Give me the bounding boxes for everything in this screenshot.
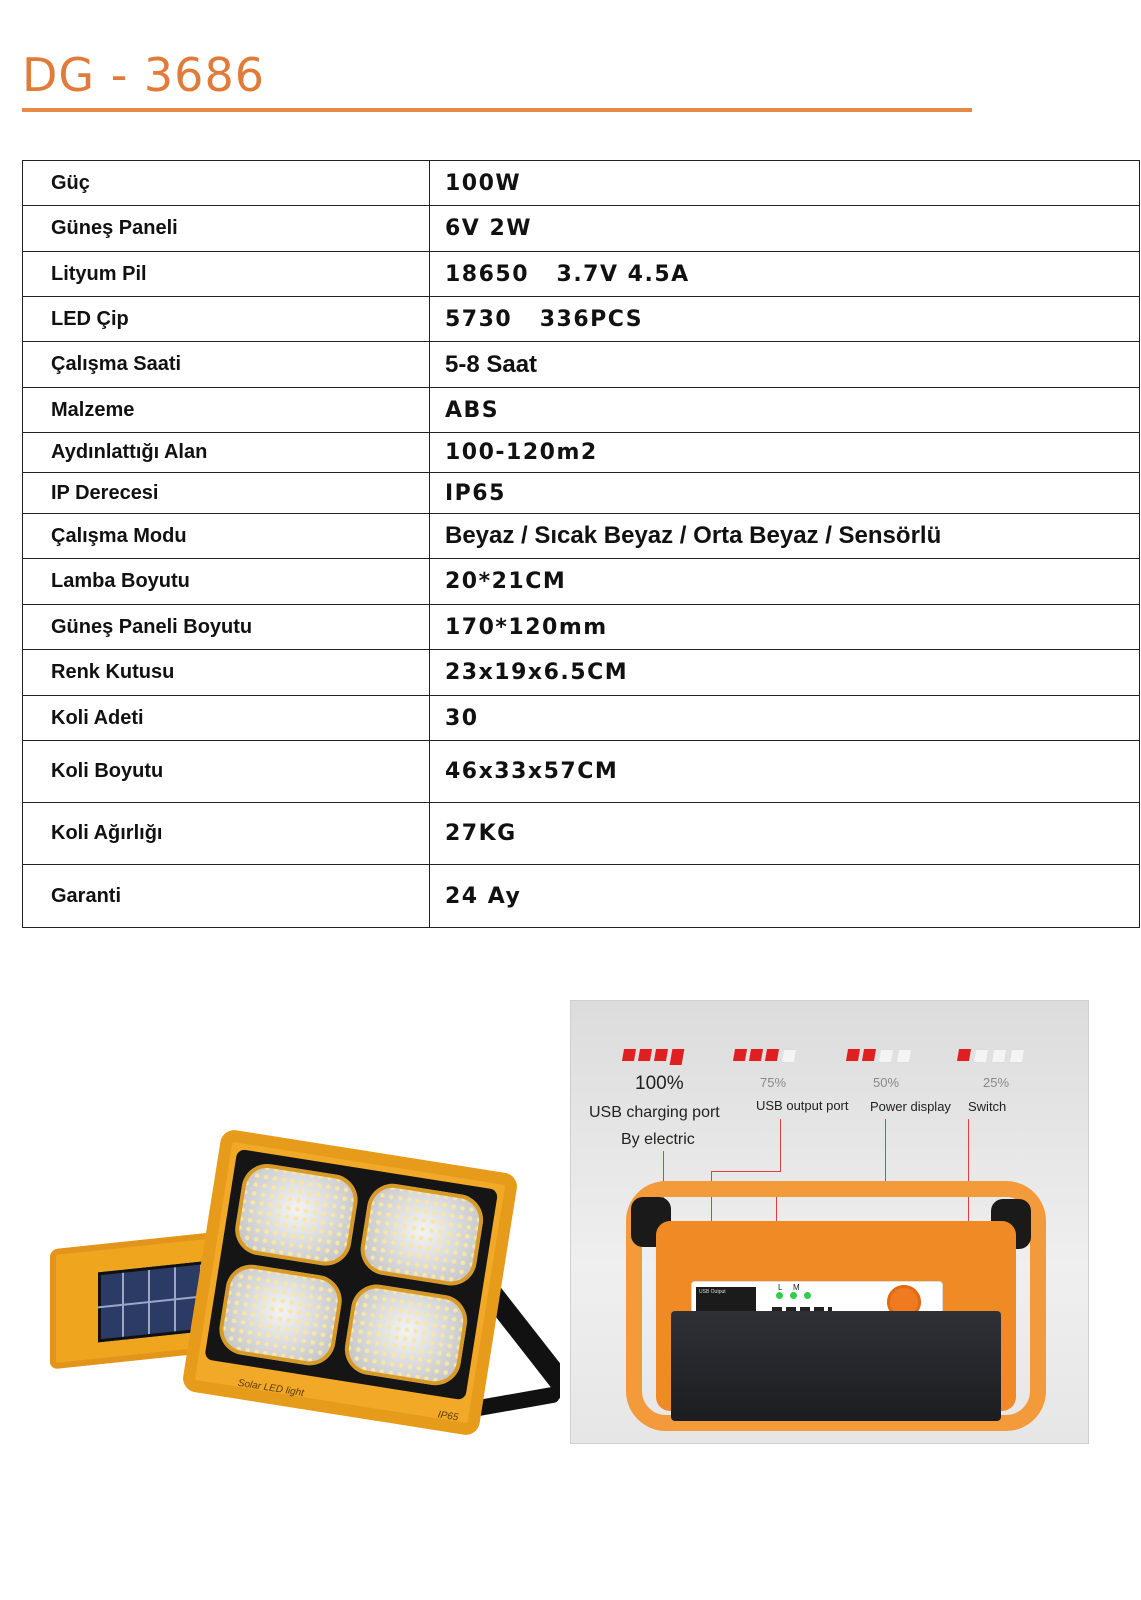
indicator-bar: [991, 1049, 1007, 1063]
title-rule: [22, 108, 972, 112]
spec-row: [23, 650, 1140, 696]
spec-value: 30: [430, 696, 1140, 741]
mode-l-text: L: [778, 1283, 783, 1292]
spec-row: [23, 865, 1140, 928]
indicator-bar: [749, 1049, 763, 1061]
battery-label-100: 100%: [635, 1073, 684, 1094]
spec-label: Koli Boyutu: [23, 741, 430, 803]
spec-row: [23, 161, 1140, 206]
spec-label: Koli Ağırlığı: [23, 803, 430, 865]
spec-label: LED Çip: [23, 297, 430, 342]
spec-value: 6V 2W: [430, 206, 1140, 252]
floodlight-body: [181, 1130, 519, 1437]
indicator-bar: [878, 1049, 894, 1063]
indicator-bar: [670, 1049, 685, 1065]
callout-line: [780, 1119, 781, 1171]
indicator-bar: [896, 1049, 912, 1063]
spec-row: [23, 433, 1140, 473]
indicator-bar: [973, 1049, 989, 1063]
indicator-bar: [846, 1049, 860, 1061]
indicator-bar: [733, 1049, 747, 1061]
indicator-led: [776, 1292, 783, 1299]
spec-label: Garanti: [23, 865, 430, 928]
spec-row: [23, 473, 1140, 514]
indicator-bar: [622, 1049, 636, 1061]
product-photo-controls: [570, 1000, 1089, 1444]
spec-value: IP65: [430, 473, 1140, 514]
spec-value: 46x33x57CM: [430, 741, 1140, 803]
led-module: [232, 1160, 362, 1269]
led-face: [204, 1149, 498, 1401]
spec-value: 24 Ay: [430, 865, 1140, 928]
spec-label: Güç: [23, 161, 430, 206]
indicator-bar: [781, 1049, 797, 1063]
spec-value: 100-120m2: [430, 433, 1140, 473]
battery-label-75: 75%: [760, 1075, 787, 1090]
spec-value: 27KG: [430, 803, 1140, 865]
lamp-ip-text: IP65: [436, 1409, 459, 1424]
callout-usb-charging: USB charging port: [589, 1104, 720, 1121]
model-title: DG - 3686: [22, 48, 265, 102]
indicator-led: [804, 1292, 811, 1299]
led-module: [357, 1180, 487, 1289]
spec-label: Koli Adeti: [23, 696, 430, 741]
spec-table: [22, 160, 1140, 928]
spec-value: 100W: [430, 161, 1140, 206]
spec-row: [23, 206, 1140, 252]
battery-bars-75: [734, 1049, 796, 1065]
spec-value: 170*120mm: [430, 605, 1140, 650]
spec-value: 23x19x6.5CM: [430, 650, 1140, 696]
usb-output-text: USB Output: [699, 1289, 726, 1295]
device-body: [656, 1221, 1016, 1411]
spec-label: IP Derecesi: [23, 473, 430, 514]
led-module: [341, 1280, 471, 1389]
spec-value: 18650 3.7V 4.5A: [430, 252, 1140, 297]
indicator-bar: [765, 1049, 779, 1061]
spec-row: [23, 741, 1140, 803]
indicator-bar: [862, 1049, 876, 1061]
spec-value: 20*21CM: [430, 559, 1140, 605]
mode-m-text: M: [793, 1283, 800, 1292]
spec-value: 5730 336PCS: [430, 297, 1140, 342]
spec-value: Beyaz / Sıcak Beyaz / Orta Beyaz / Sensörlü: [430, 514, 1140, 559]
spec-label: Lamba Boyutu: [23, 559, 430, 605]
battery-bars-50: [847, 1049, 911, 1065]
battery-label-25: 25%: [983, 1075, 1010, 1090]
spec-label: Malzeme: [23, 388, 430, 433]
spec-label: Güneş Paneli: [23, 206, 430, 252]
callout-switch: Switch: [968, 1099, 1007, 1114]
indicator-bar: [1009, 1049, 1025, 1063]
spec-value: 5-8 Saat: [430, 342, 1140, 388]
spec-label: Renk Kutusu: [23, 650, 430, 696]
spec-label: Aydınlattığı Alan: [23, 433, 430, 473]
spec-label: Çalışma Modu: [23, 514, 430, 559]
indicator-bar: [957, 1049, 971, 1061]
spec-row: [23, 696, 1140, 741]
callout-power-display: Power display: [870, 1099, 951, 1114]
spec-row: [23, 342, 1140, 388]
spec-label: Çalışma Saati: [23, 342, 430, 388]
spec-row: [23, 297, 1140, 342]
device-solar-panel: [671, 1311, 1001, 1421]
spec-row: [23, 388, 1140, 433]
spec-row: [23, 559, 1140, 605]
callout-usb-output: USB output port: [756, 1098, 849, 1113]
spec-label: Lityum Pil: [23, 252, 430, 297]
lamp-brand-text: Solar LED light: [237, 1377, 305, 1400]
indicator-bar: [638, 1049, 652, 1061]
battery-bars-100: [623, 1049, 683, 1065]
product-photo-floodlight: [40, 1130, 560, 1440]
spec-row: [23, 605, 1140, 650]
led-module: [216, 1260, 346, 1369]
spec-row: [23, 252, 1140, 297]
spec-label: Güneş Paneli Boyutu: [23, 605, 430, 650]
spec-value: ABS: [430, 388, 1140, 433]
indicator-bar: [654, 1049, 668, 1061]
battery-label-50: 50%: [873, 1075, 900, 1090]
spec-row: [23, 514, 1140, 559]
indicator-led: [790, 1292, 797, 1299]
battery-bars-25: [958, 1049, 1024, 1065]
callout-line: [711, 1171, 781, 1172]
spec-row: [23, 803, 1140, 865]
callout-by-electric: By electric: [621, 1131, 695, 1148]
